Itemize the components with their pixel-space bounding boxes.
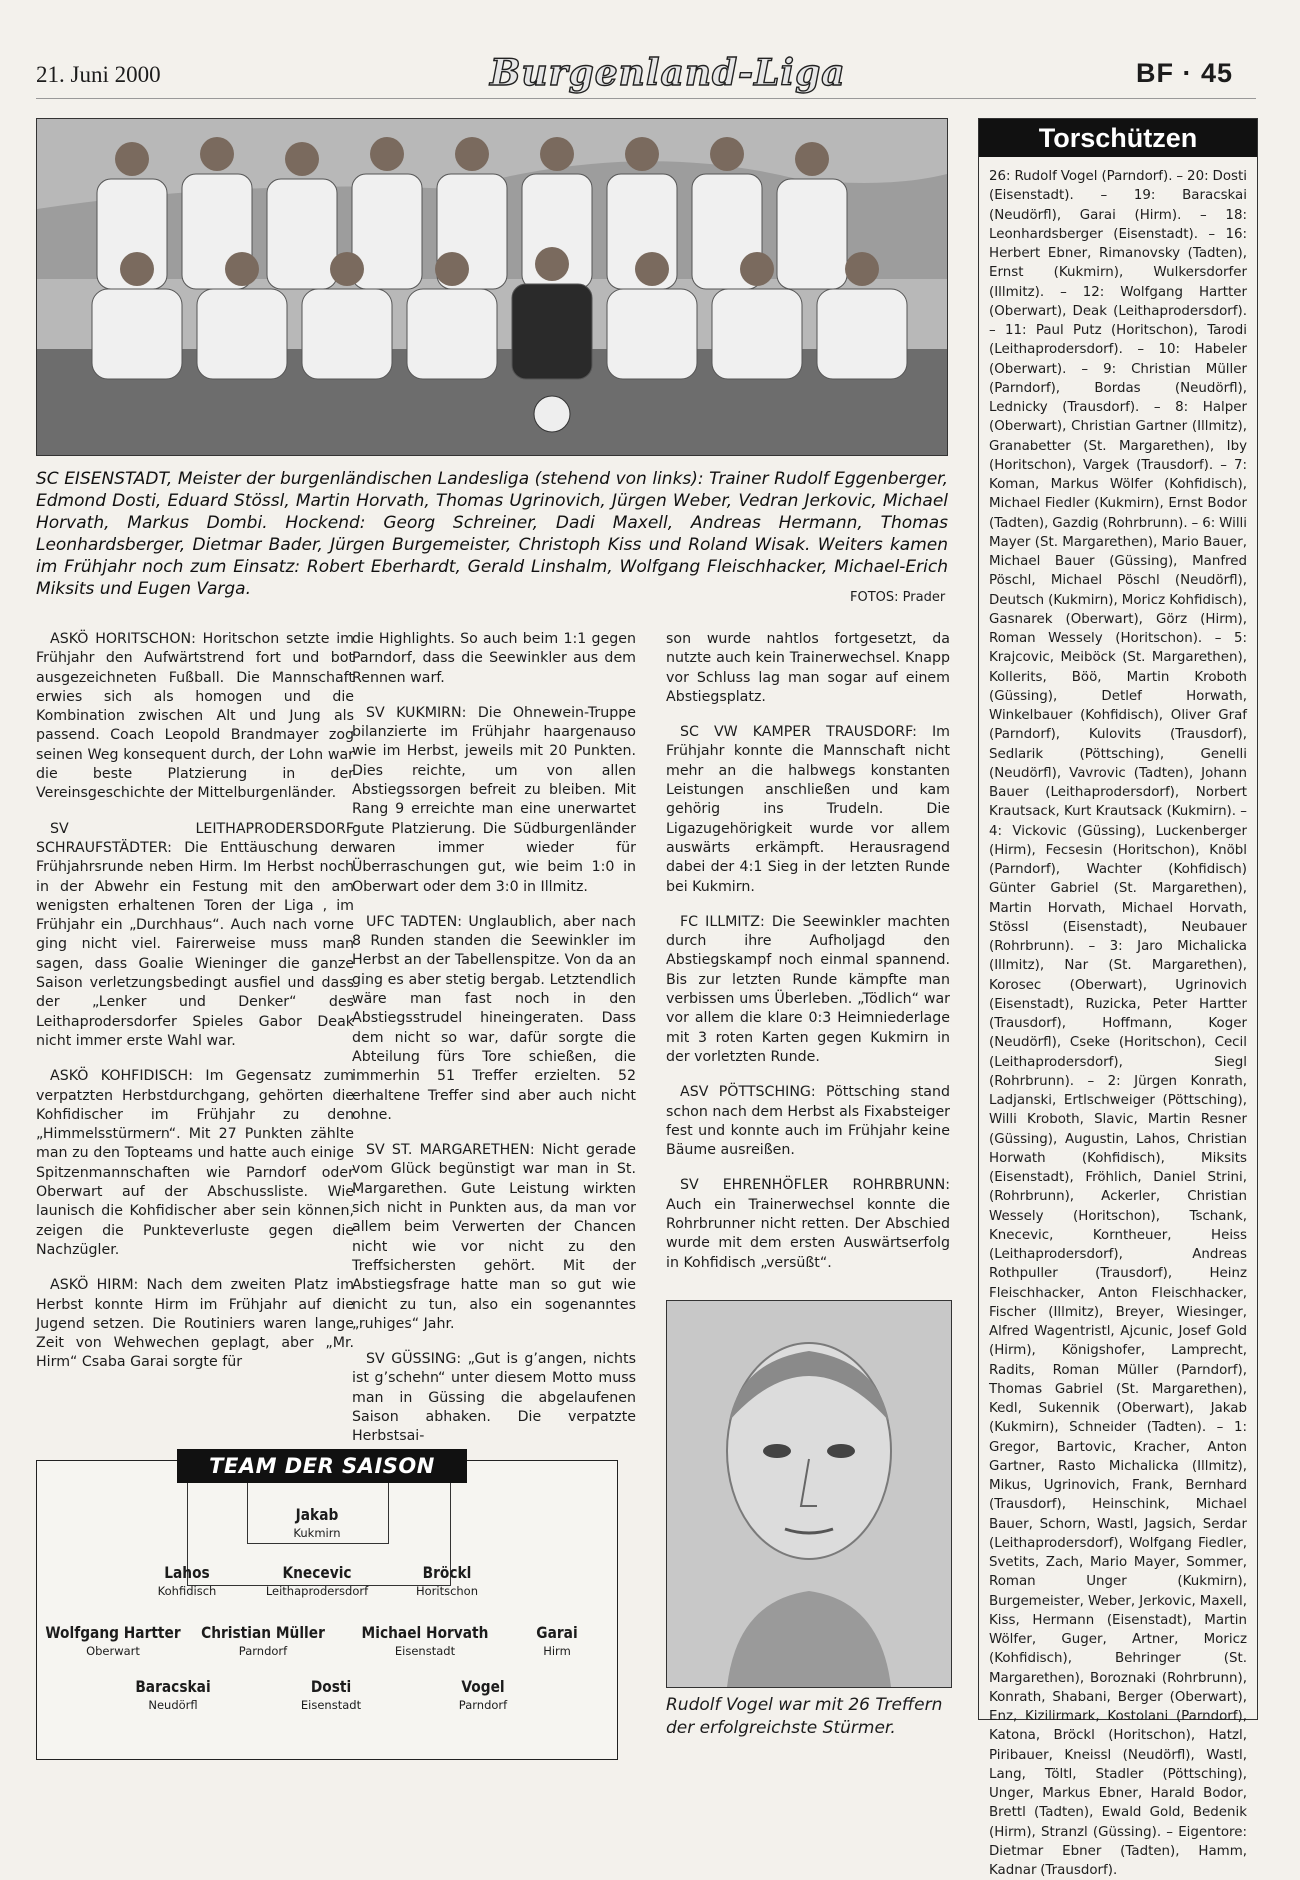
issue-date: 21. Juni 2000 xyxy=(36,62,161,87)
article-margarethen xyxy=(352,1141,636,1334)
team-player xyxy=(33,1623,193,1658)
player-name: Christian Müller xyxy=(201,1623,325,1642)
article-body: Im Gegensatz zum verpatzten Herbstdurchgang, gehörten die Kohfidischer im Frühjahr zu den „Himmelsstürmern“. Mit 27 Punkten zählte man zu den Topteams und hatte auch einige Spitzenmannschaften wie Parndorf oder Oberwart auf der Abschussliste. Wie launisch die Kohfidischer aber sein können, zeigen die Punkteverluste gegen die Nachzügler. xyxy=(36,1068,354,1258)
article-hirm-continued: die Highlights. So auch beim 1:1 gegen Parndorf, dass die Seewinkler aus dem Rennen warf. xyxy=(352,631,636,686)
player-name: Jakab xyxy=(295,1505,339,1524)
article-heading: SC VW KAMPER TRAUSDORF: xyxy=(680,724,917,741)
player-club: Kukmirn xyxy=(293,1526,341,1540)
player-club: Kohfidisch xyxy=(157,1584,217,1598)
article-tadten xyxy=(352,913,636,1125)
player-name: Bröckl xyxy=(422,1563,472,1582)
article-heading: ASKÖ KOHFIDISCH: xyxy=(50,1068,193,1085)
article-heading: SV GÜSSING: xyxy=(366,1351,462,1368)
photo-caption: SC EISENSTADT, Meister der burgenländischen Landesliga (stehend von links): Trainer Rudolf Eggenberger, Edmond Dosti, Eduard Stössl, Martin Horvath, Thomas Ugrinovich, Jürgen Weber, Vedran Jerkovic, Michael Horvath, Markus Dombi. Hockend: Georg Schreiner, Dadi Maxell, Andreas Hermann, Thomas Leonhardsberger, Dietmar Bader, Jürgen Burgemeister, Christoph Kiss und Roland Wisak. Weiters kamen im Frühjahr noch zum Einsatz: Robert Eberhardt, Gerald Linshalm, Wolfgang Fleischhacker, Michael-Erich Miksits und Eugen Varga. xyxy=(36,469,948,599)
portrait-photo xyxy=(666,1300,952,1688)
player-club: Hirm xyxy=(543,1644,571,1658)
scorers-list: 26: Rudolf Vogel (Parndorf). – 20: Dosti (Eisenstadt). – 19: Baracskai (Neudörfl), Garai (Hirm). – 18: Leonhardsberger (Eisenstadt). – 16: Herbert Ebner, Rimanovsky (Tadten), Ernst (Kukmirn), Wulkersdorfer (Illmitz). – 12: Wolfgang Hartter (Oberwart), Deak (Leithaprodersdorf). – 11: Paul Putz (Horitschon), Tarodi (Leithaprodersdorf). – 10: Habeler (Oberwart). – 9: Christian Müller (Parndorf), Bordas (Neudörfl), Lednicky (Trausdorf). – 8: Halper (Oberwart), Christian Gartner (Illmitz), Granabetter (St. Margarethen), Iby (Horitschon), Vargek (Trausdorf). – 7: Koman, Markus Wölfer (Kohfidisch), Michael Fiedler (Kukmirn), Ernst Bodor (Tadten), Gazdig (Rohrbrunn). – 6: Willi Mayer (St. Margarethen), Mario Bauer, Michael Bauer (Güssing), Manfred Pöschl, Michael Pöschl (Neudörfl), Deutsch (Kukmirn), Moricz Kohfidisch), Gasnarek (Oberwart), Görz (Hirm), Roman Wessely (Horitschon). – 5: Krajcovic, Meiböck (St. Margarethen), Kollerits, Böö, Martin Kroboth (Güssing), Detlef Horwath, Winkelbauer (Kohfidisch), Oliver Graf (Parndorf), Kulovits (Trausdorf), Sedlarik (Pöttsching), Genelli (Neudörfl), Vavrovic (Tadten), Johann Bauer (Leithaprodersdorf), Norbert Krautsack, Kurt Krautsack (Kukmirn). – 4: Vickovic (Güssing), Luckenberger (Hirm), Fecsesin (Horitschon), Knöbl (Parndorf), Wachter (Kohfidisch) Günter Gabriel (St. Margarethen), Martin Horvath, Michael Horvath, Stössl (Eisenstadt), Neubauer (Rohrbrunn). – 3: Jaro Michalicka (Illmitz), Nar (St. Margarethen), Korosec (Oberwart), Ugrinovich (Eisenstadt), Ruzicka, Peter Hartter (Trausdorf), Hoffmann, Koger (Neudörfl), Cseke (Horitschon), Cecil (Leithaprodersdorf), Siegl (Rohrbrunn). – 2: Jürgen Konrath, Ladjanski, Ertlschweiger (Pöttsching), Willi Kroboth, Slavic, Martin Resner (Güssing), Augustin, Lahos, Christian Horwath (Kohfidisch), Miksits (Eisenstadt), Fröhlich, Daniel Strini, (Rohrbrunn), Ackerler, Christian Wessely (Horitschon), Tschank, Knecevic, Korntheuer, Heiss (Leithaprodersdorf), Andreas Rothpuller (Trausdorf), Heinz Fleischhacker, Anton Fleischhacker, Fischer (Illmitz), Breyer, Wiesinger, Alfred Wagentristl, Ajcunic, Josef Gold (Hirm), Königshofer, Lamprecht, Radits, Roman Müller (Parndorf), Thomas Gabriel (St. Margarethen), Kedl, Sukennik (Oberwart), Jakab (Kukmirn), Schneider (Tadten). – 1: Gregor, Bartovic, Kracher, Anton Gartner, Rasto Michalicka (Illmitz), Mikus, Ugrinovich, Frank, Bernhard (Trausdorf), Heinschink, Michael Bauer, Schorn, Wastl, Jagsich, Serdar (Leithaprodersdorf), Wolfgang Fiedler, Svetits, Zach, Mario Mayer, Sommer, Roman Unger (Kukmirn), Burgemeister, Weber, Jerkovic, Maxell, Kiss, Hermann (Eisenstadt), Martin Wölfer, Guger, Artner, Moricz (Kohfidisch), Behringer (St. Margarethen), Boroznaki (Rohrbrunn), Konrath, Shabani, Berger (Oberwart), Enz, Kizilirmark, Kostolani (Parndorf), Katona, Bröckl (Horitschon), Hatzl, Piribauer, Kneissl (Neudörfl), Wastl, Lang, Töltl, Stadler (Pöttsching), Unger, Markus Ebner, Harald Bodor, Brettl (Tadten), Ewald Gold, Bedenik (Hirm), Stranzl (Güssing). – Eigentore: Dietmar Ebner (Tadten), Hamm, Kadnar (Trausdorf). xyxy=(989,169,1247,1878)
player-name: Wolfgang Hartter xyxy=(45,1623,181,1642)
article-column-1 xyxy=(36,630,354,1389)
article-body: Nicht gerade vom Glück begünstigt war man in St. Margarethen. Gute Leistung wirkten sich nicht in Punkten aus, da man vor allem beim Verwerten der Chancen nicht wie vor nicht zu den Treffsichersten gehört. Mit der Abstiegsfrage hatte man so gut wie nicht zu tun, also ein sogenanntes „ruhiges“ Jahr. xyxy=(352,1142,636,1332)
player-club: Horitschon xyxy=(415,1584,479,1598)
portrait-illustration xyxy=(667,1301,951,1687)
article-heading: SV EHRENHÖFLER ROHRBRUNN: xyxy=(680,1177,950,1194)
player-name: Knecevic xyxy=(282,1563,352,1582)
article-heading: SV KUKMIRN: xyxy=(366,704,467,721)
article-poettsching xyxy=(666,1083,950,1160)
portrait-caption: Rudolf Vogel war mit 26 Treffern der erfolgreichste Stürmer. xyxy=(666,1695,943,1738)
scorers-box xyxy=(978,118,1258,1878)
player-name: Baracskai xyxy=(135,1677,211,1696)
team-photo-illustration xyxy=(37,119,947,455)
player-club: Eisenstadt xyxy=(394,1644,456,1658)
team-photo xyxy=(36,118,948,456)
article-heading: ASV PÖTTSCHING: xyxy=(680,1084,816,1101)
article-heading: UFC TADTEN: xyxy=(366,913,463,930)
article-heading: SV ST. MARGARETHEN: xyxy=(366,1142,535,1159)
article-column-2 xyxy=(352,630,636,1463)
team-player xyxy=(93,1677,253,1712)
article-body: Die Seewinkler machten durch ihre Aufholjagd den Abstiegskampf noch einmal spannend. Bis zur letzten Runde kämpfte man verbissen ums Überleben. „Tödlich“ war vor allem die klare 0:3 Heimniederlage mit 3 roten Karten gegen Kukmirn in der vorletzten Runde. xyxy=(666,913,950,1065)
team-player xyxy=(367,1563,527,1598)
team-player xyxy=(183,1623,343,1658)
article-body: „Gut is g’angen, nichts ist g’schehn“ unter diesem Motto muss man in Güssing die abgelaufenen Saison abhaken. Die verpatzte Herbstsai- xyxy=(352,1351,636,1445)
article-body: Auch ein Trainerwechsel konnte die Rohrbrunner nicht retten. Der Abschied wurde mit dem ersten Auswärtserfolg in Kohfidisch „versüßt“. xyxy=(666,1196,950,1271)
article-leithaprodersdorf xyxy=(36,820,354,1052)
player-club: Oberwart xyxy=(86,1644,140,1658)
standing-row xyxy=(97,174,847,289)
section-title: Burgenland-Liga xyxy=(490,52,846,94)
article-trausdorf xyxy=(666,723,950,897)
article-heading: ASKÖ HORITSCHON: xyxy=(50,631,196,647)
article-body: Die Enttäuschung der Frühjahrsrunde neben Hirm. Im Herbst noch in der Abwehr ein Festung mit den am wenigsten erhaltenen Toren der Liga , im Frühjahr ein „Durchhaus“. Auch nach vorne ging nicht viel. Fairerweise muss man sagen, dass Goalie Wieninger die ganze Saison verletzungsbedingt ausfiel und dass der „Lenker und Denker“ des Leithaprodersdorfer Spieles Gabor Deak nicht immer erste Wahl war. xyxy=(36,839,354,1049)
article-heading: SV LEITHAPRODERSDORF SCHRAUFSTÄDTER: xyxy=(36,820,354,856)
article-horitschon xyxy=(36,630,354,804)
player-club: Parndorf xyxy=(238,1644,288,1658)
article-guessing-continued: son wurde nahtlos fortgesetzt, da nutzte auch kein Trainerwechsel. Knapp vor Schluss lag man sogar auf einem Abstiegsplatz. xyxy=(666,631,950,705)
article-heading: ASKÖ HIRM: xyxy=(50,1277,139,1294)
player-club: Neudörfl xyxy=(148,1698,198,1712)
team-player xyxy=(403,1677,563,1712)
article-body: Horitschon setzte im Frühjahr den Aufwärtstrend fort und bot ausgezeichneten Fußball. Die Mannschaft erwies sich als homogen und die Kombination zwischen Alt und Jung als passend. Coach Leopold Brandmayer zog seinen Weg konsequent durch, der Lohn war die beste Platzierung in der Vereinsgeschichte der Mittelburgenländer. xyxy=(36,631,354,802)
article-column-3 xyxy=(666,630,950,1289)
team-of-season-box xyxy=(36,1454,618,1760)
article-guessing xyxy=(352,1350,636,1446)
article-body: Die Ohnewein-Truppe bilanzierte im Frühjahr haargenauso wie im Herbst, jeweils mit 20 Punkten. Dies reichte, um von allen Abstiegssorgen befreit zu bleiben. Mit Rang 9 erreichte man eine unerwartet gute Platzierung. Die Südburgenländer waren immer wieder für Überraschungen gut, wie beim 1:0 in Oberwart oder dem 3:0 in Illmitz. xyxy=(352,704,636,895)
article-heading: FC ILLMITZ: xyxy=(680,913,765,930)
article-body: Nach dem zweiten Platz im Herbst konnte Hirm im Frühjahr auf die Jugend setzen. Die Routiniers waren lange Zeit von Wehwechen geplagt, aber „Mr. Hirm“ Csaba Garai sorgte für xyxy=(36,1277,354,1371)
player-name: Lahos xyxy=(164,1563,210,1582)
page-number: BF · 45 xyxy=(1136,58,1234,88)
player-name: Michael Horvath xyxy=(361,1623,489,1642)
team-player xyxy=(237,1505,397,1540)
player-club: Leithaprodersdorf xyxy=(265,1584,369,1598)
player-name: Vogel xyxy=(461,1677,505,1696)
team-of-season-title: TEAM DER SAISON xyxy=(177,1449,467,1483)
article-body: Unglaublich, aber nach 8 Runden standen die Seewinkler im Herbst an der Tabellenspitze. Von da an ging es aber stetig bergab. Letztendlich wäre man fast noch in den Abstiegsstrudel hineingeraten. Dass dem nicht so war, dafür sorgte die Abteilung fürs Tore schießen, die immerhin 51 Treffer erzielten. 52 erhaltene Treffer sind aber auch nicht ohne. xyxy=(352,913,636,1123)
player-name: Garai xyxy=(536,1623,578,1642)
article-kohfidisch xyxy=(36,1067,354,1260)
article-body: Im Frühjahr konnte die Mannschaft nicht mehr an die halbwegs konstanten Leistungen anschließen und kam gehörig ins Trudeln. Die Ligazugehörigkeit wurde vor allem auswärts erkämpft. Herausragend dabei der 4:1 Sieg in der letzten Runde bei Kukmirn. xyxy=(666,724,951,895)
scorers-title: Torschützen xyxy=(979,119,1257,157)
player-club: Eisenstadt xyxy=(300,1698,362,1712)
team-player xyxy=(477,1623,637,1658)
article-hirm xyxy=(36,1276,354,1372)
player-name: Dosti xyxy=(310,1677,352,1696)
header-rule xyxy=(36,98,1256,99)
article-illmitz xyxy=(666,913,950,1067)
player-club: Parndorf xyxy=(458,1698,508,1712)
team-player xyxy=(251,1677,411,1712)
article-rohrbrunn xyxy=(666,1176,950,1272)
football xyxy=(534,396,570,432)
article-kukmirn xyxy=(352,704,636,897)
photo-credit: FOTOS: Prader xyxy=(850,590,946,605)
article-body: Pöttsching stand schon nach dem Herbst als Fixabsteiger fest und konnte auch im Frühjahr keine Bäume ausreißen. xyxy=(666,1084,951,1159)
